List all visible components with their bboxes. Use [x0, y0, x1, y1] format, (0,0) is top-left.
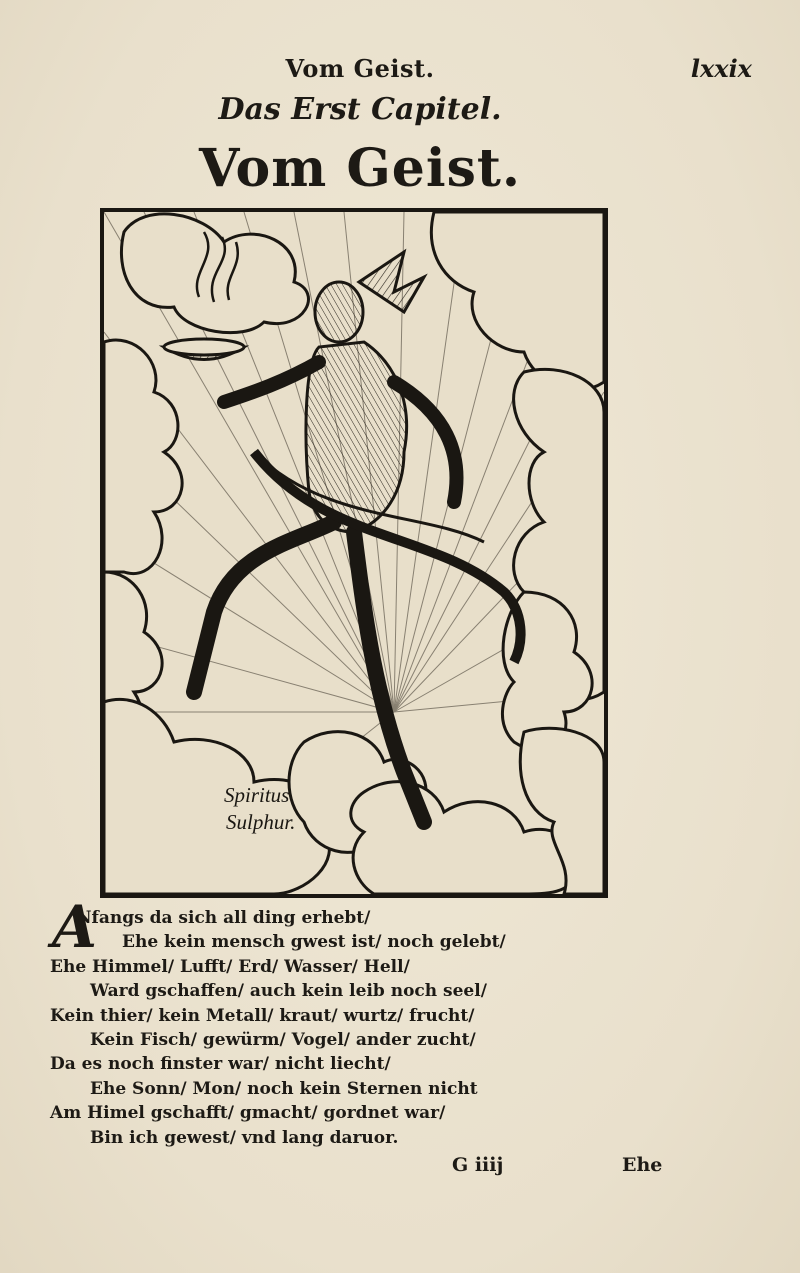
verse-line: Nfangs da sich all ding erhebt/ [76, 908, 371, 928]
signature-mark: G iiij [452, 1154, 504, 1176]
label-spiritus: Spiritus [224, 783, 290, 807]
woodcut-illustration [100, 208, 608, 898]
catchword: Ehe [622, 1154, 663, 1176]
verse-line: Da es noch finster war/ nicht liecht/ [50, 1054, 391, 1075]
verse-line: Ehe kein mensch gwest ist/ noch gelebt/ [122, 932, 506, 953]
verse-line: Kein thier/ kein Metall/ kraut/ wurtz/ frucht/ [50, 1005, 475, 1026]
running-head: Vom Geist. [285, 54, 435, 83]
verse-line: Kein Fisch/ gewürm/ Vogel/ ander zucht/ [90, 1030, 476, 1051]
verse-block [50, 906, 690, 1150]
verse-line: Bin ich gewest/ vnd lang daruor. [90, 1127, 399, 1148]
folio-number: lxxix [690, 54, 752, 83]
label-sulphur: Sulphur. [226, 810, 296, 834]
woodcut-drawing [104, 212, 604, 894]
verse-line: Am Himel gschafft/ gmacht/ gordnet war/ [50, 1103, 446, 1124]
verse-line: Ehe Sonn/ Mon/ noch kein Sternen nicht [90, 1078, 478, 1099]
verse-line: Ehe Himmel/ Lufft/ Erd/ Wasser/ Hell/ [50, 956, 410, 977]
drop-capital: A [52, 893, 98, 961]
verse-line: Ward gschaffen/ auch kein leib noch seel/ [90, 981, 487, 1002]
chapter-heading: Das Erst Capitel. [218, 92, 502, 127]
illustration-label [224, 782, 295, 836]
chapter-title: Vom Geist. [198, 138, 522, 199]
